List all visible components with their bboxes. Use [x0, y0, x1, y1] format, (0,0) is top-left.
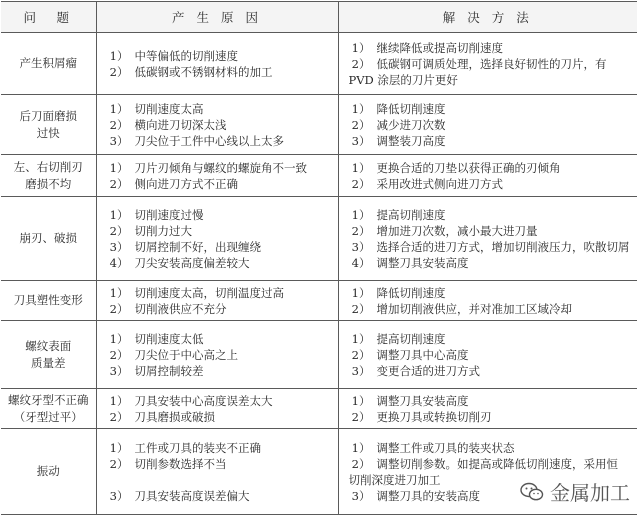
item-text: 横向进刀切深太浅 — [134, 117, 227, 132]
item-text: 调整工件或刀具的装夹状态 — [376, 440, 515, 455]
item-number: 2） — [351, 56, 371, 71]
item-text: 侧向进刀方式不正确 — [134, 176, 238, 191]
item-number: 3） — [351, 239, 371, 254]
header-problem: 问 题 — [1, 2, 96, 33]
solutions-item — [349, 56, 632, 72]
item-text: 调整切削参数。如提高或降低切削速度，采用恒 — [376, 456, 618, 471]
item-text: 更换合适的刀垫以获得正确的刃倾角 — [376, 160, 561, 175]
problem-cell — [1, 155, 96, 197]
item-number: 2） — [351, 347, 371, 362]
item-number: 2） — [109, 223, 129, 238]
item-text: 切削速度太低 — [134, 331, 204, 346]
problem-line: 崩刃、破损 — [19, 231, 77, 245]
solutions-cell — [338, 197, 637, 281]
solutions-item — [349, 301, 632, 317]
watermark-text: 金属加工 — [550, 481, 630, 505]
item-number: 1） — [351, 285, 371, 300]
troubleshooting-table — [1, 1, 637, 515]
wechat-icon — [520, 482, 544, 502]
item-number: 4） — [351, 255, 371, 270]
causes-item — [107, 101, 332, 117]
item-text: 切削液供应不充分 — [134, 301, 227, 316]
solutions-cell — [338, 155, 637, 197]
problem-line: 过快 — [36, 125, 60, 140]
item-number: 3） — [351, 133, 371, 148]
solutions-item — [349, 40, 632, 56]
item-text: 刀尖安装高度偏差较大 — [134, 255, 250, 270]
table-row — [1, 33, 637, 95]
item-text-continued: 切削深度进刀加工 — [348, 472, 441, 487]
item-text: 切削力过大 — [134, 223, 192, 238]
solutions-item — [349, 255, 632, 271]
item-number: 2） — [351, 301, 371, 316]
item-text: 低碳钢或不锈钢材料的加工 — [134, 64, 273, 79]
problem-line: 质量差 — [31, 355, 66, 370]
item-number: 1） — [351, 160, 371, 175]
item-text: 刀具磨损或破损 — [134, 409, 215, 424]
item-number: 1） — [351, 40, 371, 55]
item-text: 低碳钢可调质处理，选择良好韧性的刀片，有 — [376, 56, 607, 71]
causes-item — [107, 363, 332, 379]
problem-cell — [1, 197, 96, 281]
item-number: 1） — [109, 48, 129, 63]
item-number: 2） — [109, 176, 129, 191]
problem-line: 振动 — [36, 464, 60, 478]
item-number: 2） — [109, 301, 129, 316]
problem-cell — [1, 321, 96, 389]
causes-item — [107, 301, 332, 317]
solutions-item — [349, 239, 632, 255]
item-number: 1） — [109, 207, 129, 222]
table-row — [1, 155, 637, 197]
causes-item — [107, 331, 332, 347]
item-number: 2） — [351, 456, 371, 471]
solutions-cell — [338, 321, 637, 389]
item-text: 采用改进式侧向进刀方式 — [376, 176, 503, 191]
solutions-cell — [338, 281, 637, 321]
item-number: 2） — [109, 456, 129, 471]
item-number: 2） — [351, 117, 371, 132]
causes-item — [107, 285, 332, 301]
causes-cell — [96, 197, 338, 281]
item-number: 2） — [351, 176, 371, 191]
spacer — [107, 472, 332, 488]
causes-item — [107, 347, 332, 363]
item-text-continued: PVD 涂层的刀片更好 — [348, 72, 458, 87]
item-number: 1） — [109, 440, 129, 455]
item-text: 提高切削速度 — [376, 331, 446, 346]
item-number: 1） — [109, 160, 129, 175]
item-number: 3） — [109, 239, 129, 254]
solutions-item — [349, 363, 632, 379]
problem-line: 螺纹牙型不正确 — [8, 392, 89, 407]
solutions-item — [349, 393, 632, 409]
causes-item — [107, 409, 332, 425]
causes-item — [107, 48, 332, 64]
item-number: 2） — [351, 223, 371, 238]
problem-line: 螺纹表面 — [25, 338, 72, 353]
causes-cell — [96, 155, 338, 197]
item-text: 调整刀具中心高度 — [376, 347, 469, 362]
item-number: 2） — [109, 409, 129, 424]
table-row — [1, 321, 637, 389]
solutions-item — [349, 117, 632, 133]
item-number: 1） — [351, 331, 371, 346]
item-number: 2） — [109, 117, 129, 132]
item-number: 3） — [351, 363, 371, 378]
item-text: 减少进刀次数 — [376, 117, 446, 132]
item-text: 切屑控制较差 — [134, 363, 204, 378]
causes-item — [107, 223, 332, 239]
problem-line: 磨损不均 — [25, 176, 72, 191]
causes-item — [107, 64, 332, 80]
causes-cell — [96, 389, 338, 429]
item-number: 1） — [109, 285, 129, 300]
item-number: 1） — [351, 207, 371, 222]
item-number: 3） — [109, 488, 129, 503]
solutions-item — [349, 285, 632, 301]
problem-line: 左、右切削刃 — [13, 159, 83, 174]
item-text: 切削速度太高，切削温度过高 — [134, 285, 284, 300]
solutions-item — [349, 207, 632, 223]
item-number: 1） — [109, 101, 129, 116]
solutions-item — [349, 347, 632, 363]
item-text: 选择合适的进刀方式，增加切削液压力，吹散切屑 — [376, 239, 630, 254]
item-text: 工件或刀具的装夹不正确 — [134, 440, 261, 455]
table-row — [1, 389, 637, 429]
causes-item — [107, 456, 332, 472]
item-number: 3） — [109, 133, 129, 148]
causes-item — [107, 176, 332, 192]
solutions-item — [349, 223, 632, 239]
causes-cell — [96, 429, 338, 515]
solutions-cell — [338, 95, 637, 155]
item-text: 调整装刀高度 — [376, 133, 446, 148]
causes-item — [107, 255, 332, 271]
problem-line: 刀具塑性变形 — [13, 293, 83, 307]
causes-item — [107, 440, 332, 456]
causes-item — [107, 393, 332, 409]
header-solutions: 解 决 方 法 — [338, 2, 637, 33]
item-text: 降低切削速度 — [376, 285, 446, 300]
solutions-item — [349, 176, 632, 192]
item-text: 提高切削速度 — [376, 207, 446, 222]
problem-cell — [1, 95, 96, 155]
item-text: 中等偏低的切削速度 — [134, 48, 238, 63]
item-number: 3） — [109, 363, 129, 378]
item-text: 调整刀具安装高度 — [376, 393, 469, 408]
item-text: 刀尖位于工件中心线以上太多 — [134, 133, 284, 148]
causes-cell — [96, 95, 338, 155]
causes-item — [107, 117, 332, 133]
problem-line: 后刀面磨损 — [19, 108, 77, 123]
item-number: 1） — [351, 440, 371, 455]
causes-cell — [96, 281, 338, 321]
solutions-item — [349, 331, 632, 347]
solutions-item — [349, 160, 632, 176]
item-text: 切削参数选择不当 — [134, 456, 227, 471]
table-row — [1, 95, 637, 155]
item-text: 更换刀具或转换切削刃 — [376, 409, 492, 424]
table-row — [1, 281, 637, 321]
item-text: 切削速度太高 — [134, 101, 204, 116]
causes-item — [107, 133, 332, 149]
causes-cell — [96, 321, 338, 389]
item-text: 切削速度过慢 — [134, 207, 204, 222]
item-text: 刀具安装中心高度误差太大 — [134, 393, 273, 408]
problem-cell — [1, 281, 96, 321]
solutions-item — [349, 440, 632, 456]
item-number: 1） — [351, 393, 371, 408]
table-row — [1, 197, 637, 281]
causes-item — [107, 488, 332, 504]
item-text: 变更合适的进刀方式 — [376, 363, 480, 378]
problem-line: （牙型过平） — [13, 409, 83, 424]
causes-item — [107, 160, 332, 176]
item-text: 调整刀具的安装高度 — [376, 488, 480, 503]
solutions-item — [349, 101, 632, 117]
problem-line: 产生积屑瘤 — [19, 56, 77, 70]
solutions-cell — [338, 33, 637, 95]
solutions-item — [349, 133, 632, 149]
header-causes: 产 生 原 因 — [96, 2, 338, 33]
item-text: 刀片刃倾角与螺纹的螺旋角不一致 — [134, 160, 307, 175]
item-number: 2） — [109, 64, 129, 79]
item-text: 调整刀具安装高度 — [376, 255, 469, 270]
header-row — [1, 2, 637, 33]
problem-cell — [1, 33, 96, 95]
watermark — [520, 477, 630, 506]
item-text: 继续降低或提高切削速度 — [376, 40, 503, 55]
item-number: 4） — [109, 255, 129, 270]
solutions-cell — [338, 389, 637, 429]
item-number: 1） — [351, 101, 371, 116]
item-text: 刀具安装高度误差偏大 — [134, 488, 250, 503]
solutions-item — [349, 456, 632, 472]
item-number: 2） — [351, 409, 371, 424]
item-number: 1） — [109, 331, 129, 346]
item-text: 切屑控制不好，出现缠绕 — [134, 239, 261, 254]
item-text: 增加进刀次数，减小最大进刀量 — [376, 223, 538, 238]
solutions-item — [349, 409, 632, 425]
item-text: 降低切削速度 — [376, 101, 446, 116]
item-text: 刀尖位于中心高之上 — [134, 347, 238, 362]
item-number: 2） — [109, 347, 129, 362]
item-number: 3） — [351, 488, 371, 503]
problem-cell — [1, 389, 96, 429]
problem-cell — [1, 429, 96, 515]
item-text: 增加切削液供应，并对准加工区域冷却 — [376, 301, 572, 316]
causes-item — [107, 207, 332, 223]
item-number: 1） — [109, 393, 129, 408]
causes-cell — [96, 33, 338, 95]
causes-item — [107, 239, 332, 255]
